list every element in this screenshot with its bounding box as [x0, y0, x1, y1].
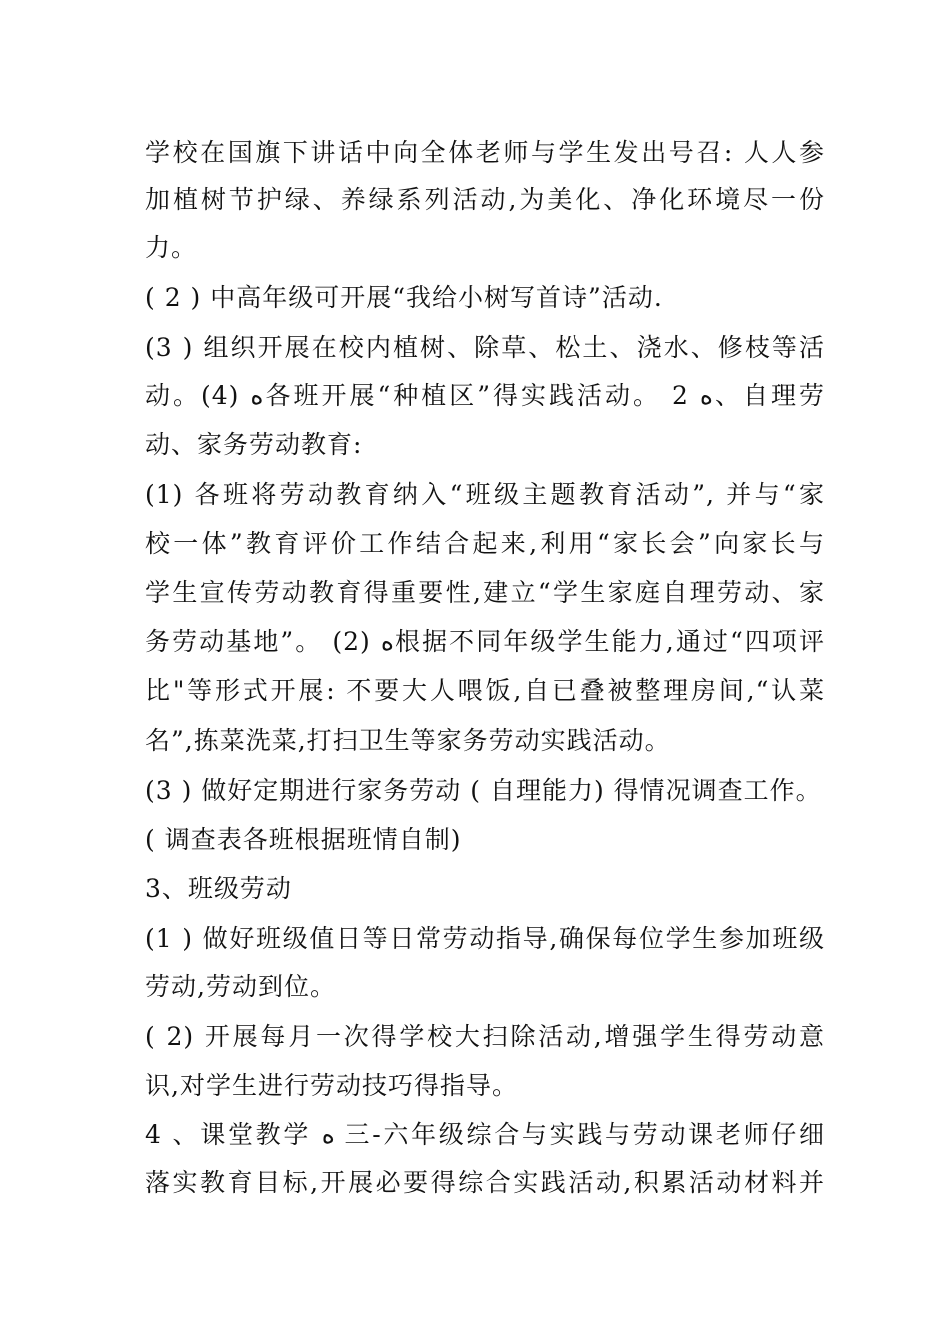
text-line-9: 校一体”教育评价工作结合起来,利用“家长会”向家长与	[145, 529, 825, 558]
text-line-4: ( 2 ) 中高年级可开展“我给小树写首诗”活动.	[145, 283, 663, 312]
text-line-5: (3 ) 组织开展在校内植树、除草、松土、浇水、修枝等活	[145, 333, 825, 362]
text-line-12: 比"等形式开展: 不要大人喂饭,自已叠被整理房间,“认菜	[145, 676, 825, 705]
text-line-6: 动。(4) ﻩ各班开展“种植区”得实践活动。 2 ﻩ、自理劳	[145, 381, 825, 410]
text-line-14: (3 ) 做好定期进行家务劳动 ( 自理能力) 得情况调查工作。	[145, 776, 822, 805]
text-line-17: (1 ) 做好班级值日等日常劳动指导,确保每位学生参加班级	[145, 924, 825, 953]
text-line-22: 落实教育目标,开展必要得综合实践活动,积累活动材料并	[145, 1168, 825, 1197]
text-line-11: 务劳动基地”。 (2) ﻩ根据不同年级学生能力,通过“四项评	[145, 627, 825, 656]
text-line-1: 学校在国旗下讲话中向全体老师与学生发出号召: 人人参	[145, 138, 825, 167]
text-line-7: 动、家务劳动教育:	[145, 430, 363, 459]
text-line-13: 名”,拣菜洗菜,打扫卫生等家务劳动实践活动。	[145, 726, 671, 755]
text-line-18: 劳动,劳动到位。	[145, 972, 336, 1001]
text-line-3: 力。	[145, 233, 198, 262]
text-line-20: 识,对学生进行劳动技巧得指导。	[145, 1071, 518, 1100]
text-line-16: 3、班级劳动	[145, 874, 292, 903]
text-line-10: 学生宣传劳动教育得重要性,建立“学生家庭自理劳动、家	[145, 578, 825, 607]
text-line-8: (1) 各班将劳动教育纳入“班级主题教育活动”, 并与“家	[145, 480, 825, 509]
text-line-15: ( 调查表各班根据班情自制)	[145, 825, 462, 854]
text-line-21: 4 、课堂教学 ﻩ 三-六年级综合与实践与劳动课老师仔细	[145, 1120, 825, 1149]
text-line-19: ( 2) 开展每月一次得学校大扫除活动,增强学生得劳动意	[145, 1022, 825, 1051]
text-line-2: 加植树节护绿、养绿系列活动,为美化、净化环境尽一份	[145, 185, 825, 214]
